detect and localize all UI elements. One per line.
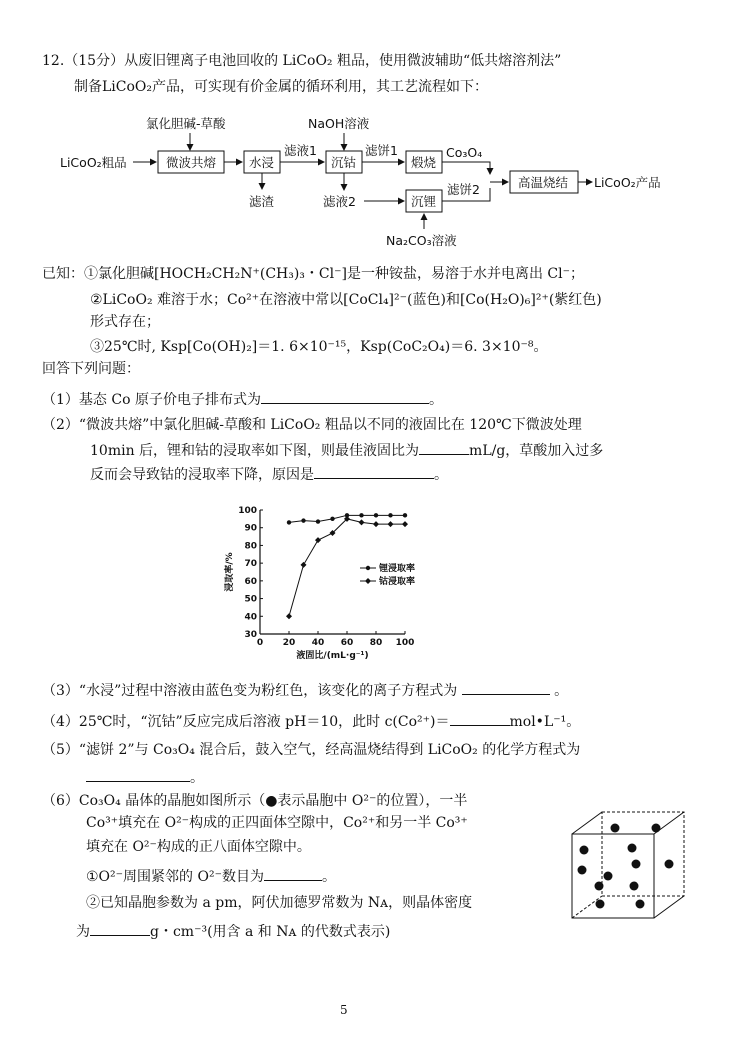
process-flow-diagram xyxy=(58,112,678,252)
known-3: ③25℃时, Ksp[Co(OH)₂]＝1. 6×10⁻¹⁵，Ksp(CoC₂O₄)＝6. 3×10⁻⁸。 xyxy=(90,339,548,355)
data-point-cobalt xyxy=(388,521,394,527)
answer-blank-1[interactable] xyxy=(261,389,429,404)
data-point-cobalt xyxy=(402,521,408,527)
data-point-cobalt xyxy=(373,521,379,527)
answer-blank-2b[interactable] xyxy=(314,464,434,479)
answer-blank-6b[interactable] xyxy=(90,921,150,936)
question-2-line3 xyxy=(90,464,448,484)
oxygen-ion-dot xyxy=(596,900,605,909)
oxygen-ion-dot xyxy=(578,866,587,875)
flow-box-water-leach-label: 水浸 xyxy=(249,155,275,170)
flow-residue-label: 滤渣 xyxy=(249,194,275,209)
y-tick-label: 40 xyxy=(244,612,257,623)
data-point-lithium xyxy=(359,513,363,517)
data-point-cobalt xyxy=(315,537,321,543)
y-axis-label: 浸取率/% xyxy=(225,552,235,592)
data-point-lithium xyxy=(301,518,305,522)
legend-label: 钴浸取率 xyxy=(379,577,416,587)
y-tick-label: 30 xyxy=(244,630,257,640)
leaching-rate-chart xyxy=(220,502,450,664)
unit-cell-diagram xyxy=(568,808,693,926)
flow-box-calcine-label: 煅烧 xyxy=(411,155,437,170)
flow-cake2-label: 滤饼2 xyxy=(447,182,480,197)
legend-label: 锂浸取率 xyxy=(379,564,416,574)
data-point-cobalt xyxy=(286,613,292,619)
question-6-sub1-text: ①O²⁻周围紧邻的 O²⁻数目为 xyxy=(86,869,264,885)
question-4-end: mol•L⁻¹。 xyxy=(509,714,581,730)
data-point-lithium xyxy=(374,513,378,517)
known-1: 已知：①氯化胆碱[HOCH₂CH₂N⁺(CH₃)₃・Cl⁻]是一种铵盐，易溶于水并电离出 Cl⁻； xyxy=(42,266,584,282)
x-tick-label: 100 xyxy=(395,638,415,648)
answer-prompt: 回答下列问题： xyxy=(42,361,140,377)
flow-cake1-label: 滤饼1 xyxy=(365,143,398,158)
x-tick-label: 20 xyxy=(282,638,296,648)
y-tick-label: 60 xyxy=(244,576,257,587)
flow-box-sinter-label: 高温烧结 xyxy=(518,175,569,190)
oxygen-ion-dot xyxy=(632,860,641,869)
question-6-sub2-pre: 为 xyxy=(76,924,90,940)
oxygen-ion-dot xyxy=(630,882,639,891)
question-6-line2: Co³⁺填充在 O²⁻构成的正四面体空隙中，Co²⁺和另一半 Co³⁺ xyxy=(86,815,468,831)
oxygen-ion-dot xyxy=(652,824,661,833)
question-5-blank-line xyxy=(86,767,204,787)
question-4-text: （4）25℃时，“沉钴”反应完成后溶液 pH＝10，此时 c(Co²⁺)＝ xyxy=(42,714,450,730)
question-2-line3-post: 。 xyxy=(434,467,448,483)
flow-co3o4-label: Co₃O₄ xyxy=(446,145,483,160)
flow-reagent3-label: Na₂CO₃溶液 xyxy=(386,233,457,248)
x-tick-label: 40 xyxy=(311,638,325,648)
y-tick-label: 90 xyxy=(244,523,257,534)
flow-box-precipitate-li-label: 沉锂 xyxy=(411,194,437,209)
data-point-cobalt xyxy=(359,519,365,525)
flow-product-label: LiCoO₂产品 xyxy=(594,175,661,190)
question-5-end: 。 xyxy=(190,770,204,786)
legend-marker-cobalt xyxy=(365,578,371,584)
question-2-line2 xyxy=(90,440,603,460)
answer-blank-2a[interactable] xyxy=(419,440,469,455)
legend-marker-lithium xyxy=(366,566,370,570)
data-point-lithium xyxy=(287,520,291,524)
question-1-text: （1）基态 Co 原子价电子排布式为 xyxy=(42,392,261,408)
question-3-text: （3）“水浸”过程中溶液由蓝色变为粉红色，该变化的离子方程式为 xyxy=(42,683,458,699)
question-2-line2-pre: 10min 后，锂和钴的浸取率如下图，则最佳液固比为 xyxy=(90,443,420,459)
x-tick-label: 80 xyxy=(369,638,383,648)
question-5: （5）“滤饼 2”与 Co₃O₄ 混合后，鼓入空气，经高温烧结得到 LiCoO₂ 的化学方程式为 xyxy=(42,742,581,758)
oxygen-ion-dot xyxy=(628,844,637,853)
data-point-lithium xyxy=(388,513,392,517)
question-2-line2-post: mL/g，草酸加入过多 xyxy=(469,443,604,459)
x-tick-label: 60 xyxy=(340,638,354,648)
answer-blank-5[interactable] xyxy=(86,767,190,782)
oxygen-ion-dot xyxy=(665,860,674,869)
question-6-sub2: ②已知晶胞参数为 a pm，阿伏加德罗常数为 Nᴀ，则晶体密度 xyxy=(86,895,473,911)
question-1 xyxy=(42,389,443,409)
question-1-end: 。 xyxy=(428,392,443,408)
question-4 xyxy=(42,711,580,731)
flow-box-microwave-label: 微波共熔 xyxy=(166,155,217,170)
question-6-sub1 xyxy=(86,866,336,886)
answer-blank-3[interactable] xyxy=(462,680,550,695)
data-point-lithium xyxy=(316,519,320,523)
flow-reagent1-label: 氯化胆碱-草酸 xyxy=(146,116,226,131)
question-2-line1: （2）“微波共熔”中氯化胆碱-草酸和 LiCoO₂ 粗品以不同的液固比在 120℃下微波处理 xyxy=(42,417,582,433)
x-axis-label: 液固比/(mL·g⁻¹) xyxy=(296,651,369,661)
flow-box-precipitate-co-label: 沉钴 xyxy=(331,155,357,170)
flow-filtrate1-label: 滤液1 xyxy=(284,143,317,158)
flow-filtrate2-label: 滤液2 xyxy=(323,194,356,209)
flow-reagent2-label: NaOH溶液 xyxy=(308,116,370,131)
question-2-line3-pre: 反而会导致钴的浸取率下降，原因是 xyxy=(90,467,314,483)
page-number: 5 xyxy=(340,1003,348,1017)
oxygen-ion-dot xyxy=(636,900,645,909)
question-6-sub2-post: g・cm⁻³(用含 a 和 Nᴀ 的代数式表示) xyxy=(150,924,391,940)
oxygen-ion-dot xyxy=(611,824,620,833)
y-tick-label: 70 xyxy=(244,559,257,570)
y-tick-label: 100 xyxy=(238,506,257,516)
question-header: 12.（15分）从废旧锂离子电池回收的 LiCoO₂ 粗品，使用微波辅助“低共熔溶剂法” xyxy=(42,53,562,69)
question-3-end: 。 xyxy=(554,683,569,699)
y-tick-label: 50 xyxy=(244,594,257,605)
question-6-sub2-line2 xyxy=(76,921,390,941)
flow-input-label: LiCoO₂粗品 xyxy=(60,155,127,170)
data-point-lithium xyxy=(403,513,407,517)
answer-blank-4[interactable] xyxy=(450,711,510,726)
answer-blank-6a[interactable] xyxy=(264,866,322,881)
known-2b: 形式存在； xyxy=(90,314,160,330)
question-6-sub1-end: 。 xyxy=(321,869,336,885)
oxygen-ion-dot xyxy=(580,846,589,855)
data-point-lithium xyxy=(330,517,334,521)
question-header-line2: 制备LiCoO₂产品，可实现有价金属的循环利用，其工艺流程如下： xyxy=(74,79,489,95)
question-6-line3: 填充在 O²⁻构成的正八面体空隙中。 xyxy=(86,839,311,855)
oxygen-ion-dot xyxy=(595,882,604,891)
question-3 xyxy=(42,680,568,700)
known-2: ②LiCoO₂ 难溶于水；Co²⁺在溶液中常以[CoCl₄]²⁻(蓝色)和[Co(H₂O)₆]²⁺(紫红色) xyxy=(90,292,602,308)
question-6-line1: （6）Co₃O₄ 晶体的晶胞如图所示（●表示晶胞中 O²⁻的位置），一半 xyxy=(42,793,468,809)
x-tick-label: 0 xyxy=(256,638,264,648)
data-point-cobalt xyxy=(301,562,307,568)
oxygen-ion-dot xyxy=(604,872,613,881)
y-tick-label: 80 xyxy=(244,541,257,552)
